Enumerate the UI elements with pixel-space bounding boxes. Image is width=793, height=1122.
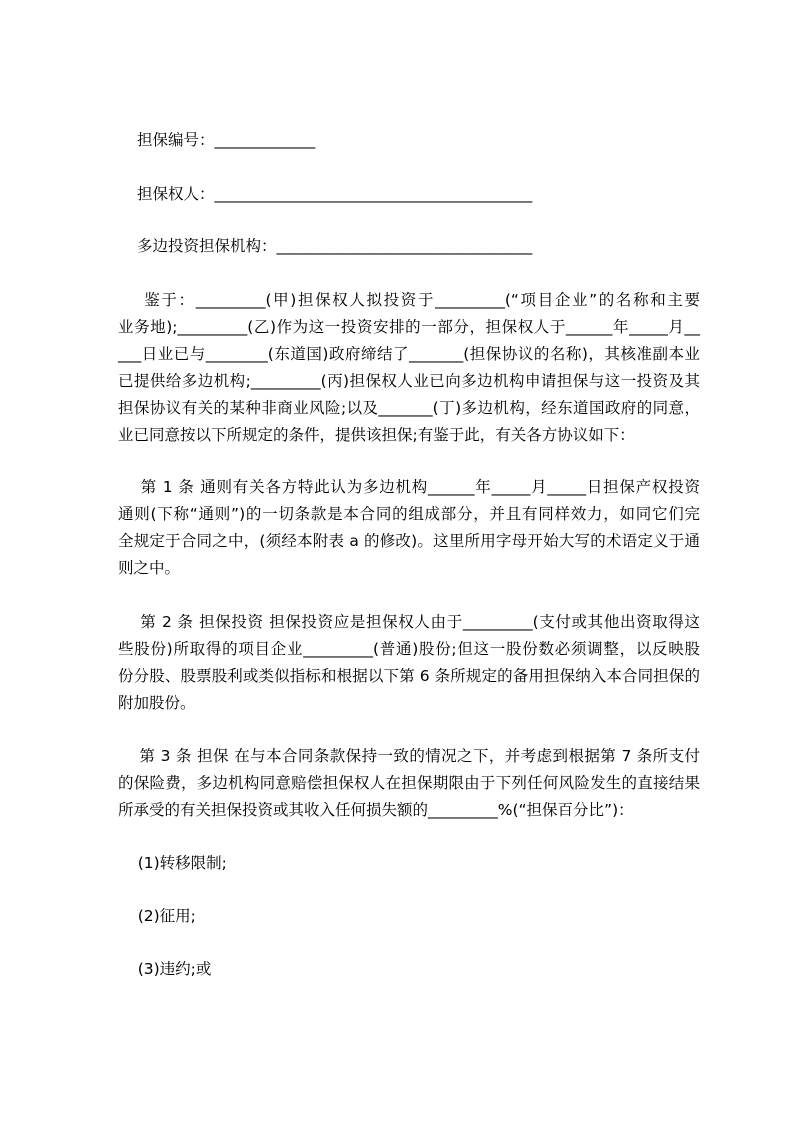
paragraph-line: 第 2 条 担保投资 担保投资应是担保权人由于_________(支付或其他出资取得这 — [118, 613, 700, 631]
paragraph-line: 担保协议有关的某种非商业风险;以及_______(丁)多边机构，经东道国政府的同意， — [118, 399, 700, 417]
paragraph-line: 第 1 条 通则有关各方特此认为多边机构______年_____月_____日担保产权投资 — [118, 478, 700, 496]
paragraph-line: (2)征用; — [118, 907, 196, 925]
paragraph-line: 全规定于合同之中，(须经本附表 a 的修改)。这里所用字母开始大写的术语定义于通 — [118, 532, 700, 550]
paragraph-line: (3)违约;或 — [118, 960, 212, 978]
paragraph-line: 附加股份。 — [118, 694, 196, 712]
paragraph-line: 鉴于：_________(甲)担保权人拟投资于_________(“项目企业”的名称和主要 — [118, 291, 700, 309]
header-field: 多边投资担保机构：_________________________________ — [137, 237, 533, 255]
paragraph-line: 通则(下称“通则”)的一切条款是本合同的组成部分，并且有同样效力，如同它们完 — [118, 505, 700, 523]
header-field: 担保权人：_________________________________________ — [137, 185, 533, 203]
header-field: 担保编号：_____________ — [137, 131, 316, 149]
paragraph-line: 第 3 条 担保 在与本合同条款保持一致的情况之下，并考虑到根据第 7 条所支付 — [118, 747, 700, 765]
paragraph-line: 则之中。 — [118, 559, 181, 577]
paragraph-line: (1)转移限制; — [118, 854, 227, 872]
paragraph-line: 业务地);_________(乙)作为这一投资安排的一部分，担保权人于______年_____月__ — [118, 318, 700, 336]
paragraph-line: 所承受的有关担保投资或其收入任何损失额的_________%(“担保百分比”)： — [118, 801, 634, 819]
paragraph-line: 业已同意按以下所规定的条件，提供该担保;有鉴于此，有关各方协议如下： — [118, 426, 635, 444]
paragraph-line: ___日业已与________(东道国)政府缔结了_______(担保协议的名称)，其核准副本业 — [118, 345, 700, 363]
paragraph-line: 份分股、股票股利或类似指标和根据以下第 6 条所规定的备用担保纳入本合同担保的 — [118, 667, 700, 685]
paragraph-line: 些股份)所取得的项目企业_________(普通)股份;但这一股份数必须调整，以反映股 — [118, 640, 700, 658]
paragraph-line: 的保险费，多边机构同意赔偿担保权人在担保期限由于下列任何风险发生的直接结果 — [118, 774, 700, 792]
paragraph-line: 已提供给多边机构;_________(丙)担保权人业已向多边机构申请担保与这一投资及其 — [118, 372, 700, 390]
